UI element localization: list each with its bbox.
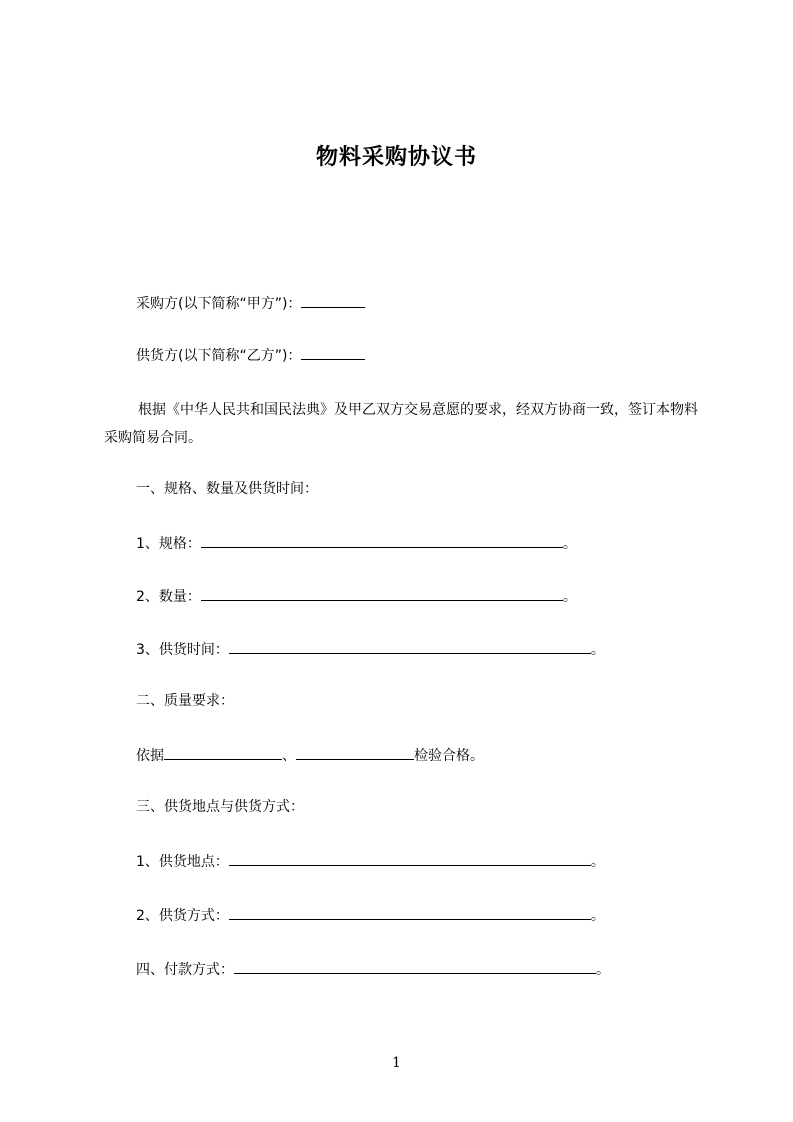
supply-time-label: 3、供货时间： <box>136 642 229 658</box>
buyer-name-blank[interactable] <box>301 292 365 308</box>
supplier-name-blank[interactable] <box>301 344 365 360</box>
supply-method-line <box>136 904 605 926</box>
quantity-blank[interactable] <box>201 585 563 601</box>
payment-label: 四、付款方式： <box>136 962 234 978</box>
supply-method-label: 2、供货方式： <box>136 908 229 924</box>
section2-heading: 二、质量要求： <box>136 693 234 709</box>
supplier-line <box>136 344 365 366</box>
spec-period: 。 <box>562 536 577 552</box>
payment-line <box>136 958 610 980</box>
supply-place-line <box>136 850 605 872</box>
quantity-period: 。 <box>562 589 577 605</box>
buyer-line <box>136 292 365 314</box>
supply-time-period: 。 <box>590 642 605 658</box>
quality-standard-blank-2[interactable] <box>296 744 414 760</box>
quantity-label: 2、数量： <box>136 589 201 605</box>
section1-heading: 一、规格、数量及供货时间： <box>136 481 318 497</box>
section3-heading: 三、供货地点与供货方式： <box>136 799 304 815</box>
supplier-label: 供货方(以下简称“乙方”)： <box>136 348 302 364</box>
quantity-line <box>136 585 577 607</box>
intro-paragraph: 根据《中华人民共和国民法典》及甲乙双方交易意愿的要求，经双方协商一致，签订本物料采购简易合同。 <box>104 402 698 446</box>
supply-time-blank[interactable] <box>229 638 591 654</box>
quality-separator: 、 <box>282 748 296 764</box>
spec-line <box>136 532 577 554</box>
supply-method-period: 。 <box>590 908 605 924</box>
page-number: 1 <box>392 1055 401 1071</box>
document-title: 物料采购协议书 <box>315 145 477 170</box>
buyer-label: 采购方(以下简称“甲方”)： <box>136 296 302 312</box>
supply-method-blank[interactable] <box>229 904 591 920</box>
spec-label: 1、规格： <box>136 536 201 552</box>
quality-standard-blank-1[interactable] <box>164 744 282 760</box>
supply-place-period: 。 <box>590 854 605 870</box>
spec-blank[interactable] <box>201 532 563 548</box>
supply-time-line <box>136 638 605 660</box>
supply-place-blank[interactable] <box>229 850 591 866</box>
payment-period: 。 <box>596 962 610 978</box>
quality-basis-suffix: 检验合格。 <box>414 748 484 764</box>
payment-method-blank[interactable] <box>234 958 596 974</box>
quality-basis-prefix: 依据 <box>136 748 164 764</box>
supply-place-label: 1、供货地点： <box>136 854 229 870</box>
quality-basis-line <box>136 744 484 766</box>
